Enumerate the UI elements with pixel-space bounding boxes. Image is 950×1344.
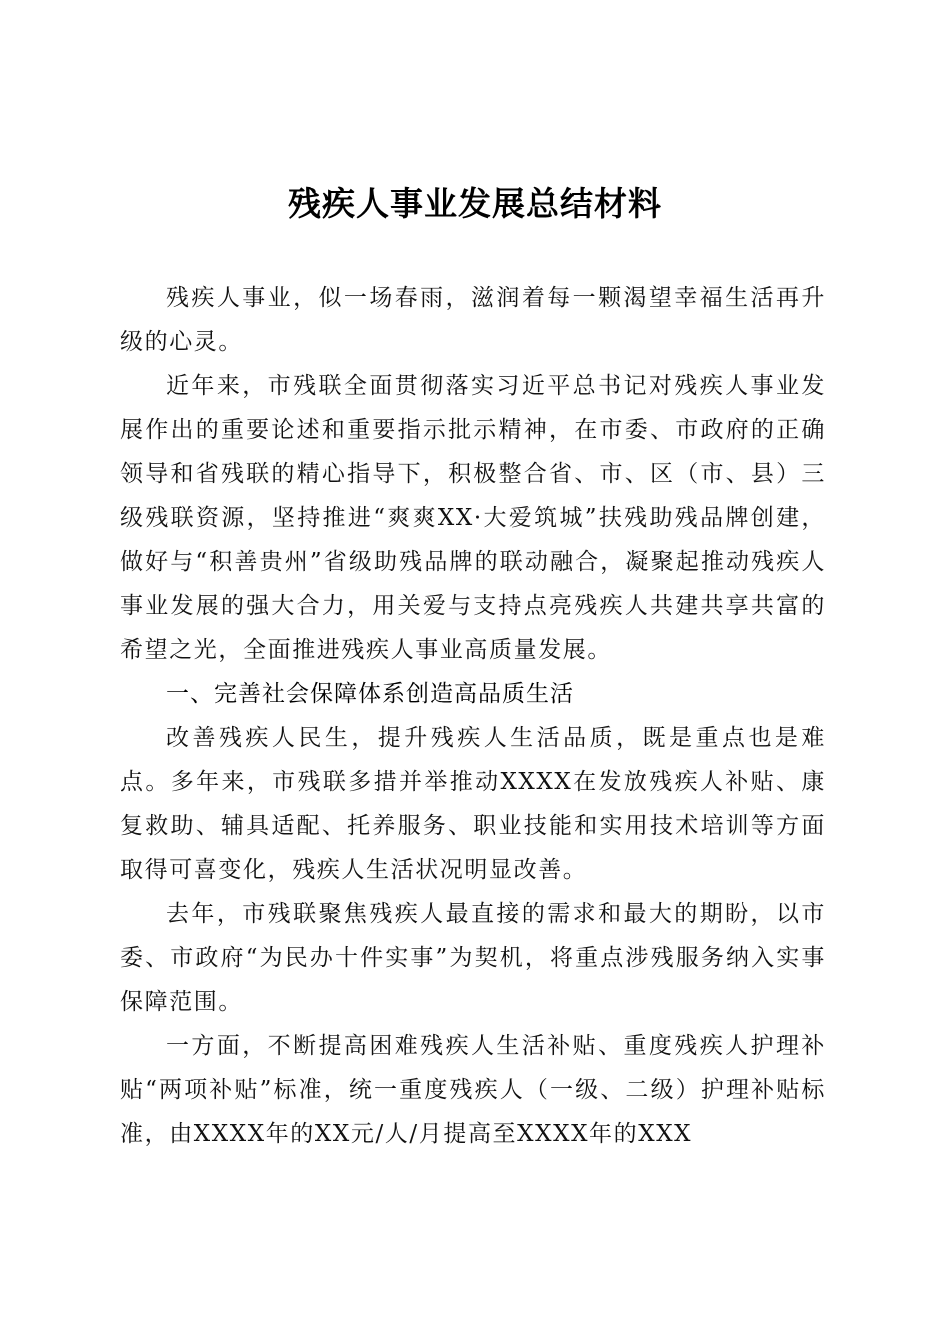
section-heading: 一、完善社会保障体系创造高品质生活 xyxy=(166,681,574,707)
paragraph-overview: 近年来，市残联全面贯彻落实习近平总书记对残疾人事业发展作出的重要论述和重要指示批示精神，在市委、市政府的正确领导和省残联的精心指导下，积极整合省、市、区（市、县）三级残联资源，坚持推进“爽爽XX·大爱筑城”扶残助残品牌创建，做好与“积善贵州”省级助残品牌的联动融合，凝聚起推动残疾人事业发展的强大合力，用关爱与支持点亮残疾人共建共享共富的希望之光，全面推进残疾人事业高质量发展。 xyxy=(120,373,826,663)
document-title: 残疾人事业发展总结材料 xyxy=(288,184,662,223)
document-body xyxy=(120,276,826,1156)
paragraph-intro: 残疾人事业，似一场春雨，滋润着每一颗渴望幸福生活再升级的心灵。 xyxy=(120,285,826,355)
paragraph-section-1: 改善残疾人民生，提升残疾人生活品质，既是重点也是难点。多年来，市残联多措并举推动XXXX在发放残疾人补贴、康复救助、辅具适配、托养服务、职业技能和实用技术培训等方面取得可喜变化，残疾人生活状况明显改善。 xyxy=(120,725,826,883)
paragraph-section-3: 一方面，不断提高困难残疾人生活补贴、重度残疾人护理补贴“两项补贴”标准，统一重度残疾人（一级、二级）护理补贴标准，由XXXX年的XX元/人/月提高至XXXX年的XXX xyxy=(120,1033,826,1147)
paragraph-section-2: 去年，市残联聚焦残疾人最直接的需求和最大的期盼，以市委、市政府“为民办十件实事”为契机，将重点涉残服务纳入实事保障范围。 xyxy=(120,901,826,1015)
